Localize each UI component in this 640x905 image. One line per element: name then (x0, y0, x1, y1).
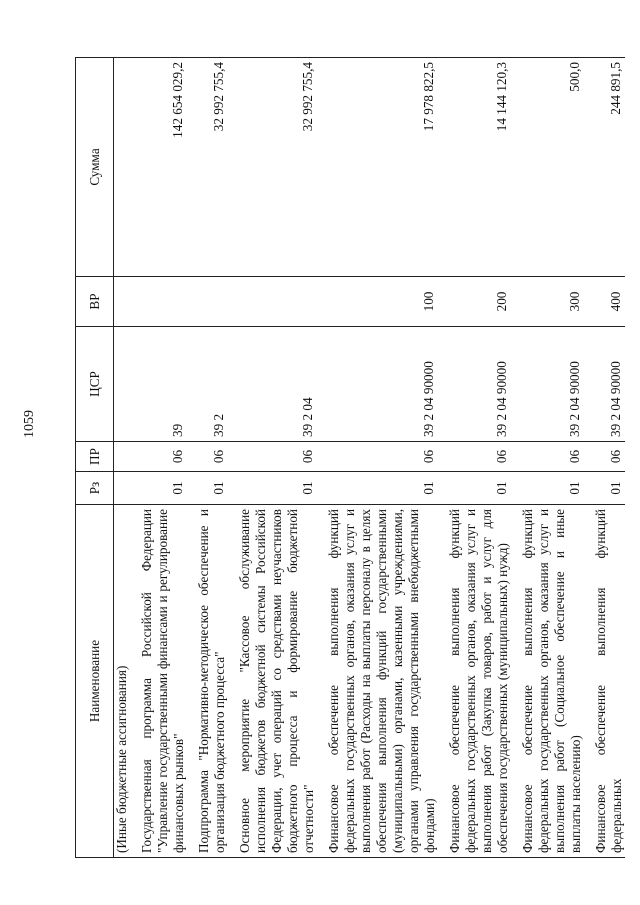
table-row (196, 58, 228, 858)
row-spacer (584, 58, 593, 858)
column-header-rz: Рз (76, 472, 114, 505)
table-row (593, 58, 625, 858)
cell-vr (114, 277, 131, 327)
cell-pr: 06 (447, 442, 511, 472)
cell-rz: 01 (326, 472, 438, 505)
cell-name: Финансовое обеспечение выполнения функций федеральных государственных органов, оказания услуг и выполнения работ (Социальное обеспечение и иные выплаты населению) (520, 505, 584, 858)
budget-table (75, 57, 625, 858)
row-spacer (511, 58, 520, 858)
cell-vr (139, 277, 187, 327)
cell-name: Подпрограмма "Нормативно-методическое обеспечение и организация бюджетного процесса" (196, 505, 228, 858)
column-header-vr: ВР (76, 277, 114, 327)
cell-vr: 400 (593, 277, 625, 327)
cell-pr: 06 (237, 442, 317, 472)
table-row (326, 58, 438, 858)
cell-pr: 06 (196, 442, 228, 472)
cell-sum: 17 978 822,5 (326, 58, 438, 277)
cell-name: Финансовое обеспечение выполнения функций федеральных государственных органов, оказания услуг и выполнения работ (Закупка товаров, работ и услуг для обеспечения государственных (муниципальных) нужд) (447, 505, 511, 858)
cell-csr: 39 2 04 90000 (447, 327, 511, 442)
cell-csr: 39 (139, 327, 187, 442)
cell-vr: 300 (520, 277, 584, 327)
cell-sum: 32 992 755,4 (196, 58, 228, 277)
table-header-row (76, 58, 114, 858)
cell-csr (114, 327, 131, 442)
column-header-name: Наименование (76, 505, 114, 858)
table-row (114, 58, 131, 858)
cell-rz: 01 (139, 472, 187, 505)
cell-vr (196, 277, 228, 327)
column-header-pr: ПР (76, 442, 114, 472)
cell-rz: 01 (237, 472, 317, 505)
cell-sum: 142 654 029,2 (139, 58, 187, 277)
row-spacer (228, 58, 237, 858)
column-header-csr: ЦСР (76, 327, 114, 442)
row-spacer (130, 58, 139, 858)
cell-name: Государственная программа Российской Федерации "Управление государственными финансами и регулирование финансовых рынков" (139, 505, 187, 858)
cell-pr: 06 (593, 442, 625, 472)
cell-pr: 06 (326, 442, 438, 472)
cell-rz (114, 472, 131, 505)
page-number: 1059 (22, 410, 37, 438)
row-spacer (438, 58, 447, 858)
cell-vr: 200 (447, 277, 511, 327)
table-row (237, 58, 317, 858)
cell-rz: 01 (447, 472, 511, 505)
cell-pr: 06 (139, 442, 187, 472)
cell-sum: 32 992 755,4 (237, 58, 317, 277)
cell-rz: 01 (520, 472, 584, 505)
cell-pr (114, 442, 131, 472)
cell-vr (237, 277, 317, 327)
cell-vr: 100 (326, 277, 438, 327)
cell-rz: 01 (593, 472, 625, 505)
cell-sum: 500,0 (520, 58, 584, 277)
cell-name: Финансовое обеспечение выполнения функций федеральных (593, 505, 625, 858)
cell-rz: 01 (196, 472, 228, 505)
cell-csr: 39 2 04 90000 (520, 327, 584, 442)
row-spacer (187, 58, 196, 858)
cell-csr: 39 2 04 (237, 327, 317, 442)
column-header-sum: Сумма (76, 58, 114, 277)
cell-name: (Иные бюджетные ассигнования) (114, 505, 131, 858)
cell-sum (114, 58, 131, 277)
cell-name: Основное мероприятие "Кассовое обслуживание исполнения бюджетов бюджетной системы Российской Федерации, учет операций со средствами неучастников бюджетного процесса и формирование бюджетной отчетности" (237, 505, 317, 858)
cell-sum: 244 891,5 (593, 58, 625, 277)
cell-csr: 39 2 04 90000 (326, 327, 438, 442)
rotated-page-content (75, 58, 624, 858)
row-spacer (317, 58, 326, 858)
cell-sum: 14 144 120,3 (447, 58, 511, 277)
cell-name: Финансовое обеспечение выполнения функций федеральных государственных органов, оказания услуг и выполнения работ (Расходы на выплаты персоналу в целях обеспечения выполнения функций государственными (муниципальными) органами, казенными учреждениями, органами управления государственными внебюджетными фондами) (326, 505, 438, 858)
cell-csr: 39 2 04 90000 (593, 327, 625, 442)
cell-csr: 39 2 (196, 327, 228, 442)
table-row (520, 58, 584, 858)
table-row (447, 58, 511, 858)
table-row (139, 58, 187, 858)
cell-pr: 06 (520, 442, 584, 472)
